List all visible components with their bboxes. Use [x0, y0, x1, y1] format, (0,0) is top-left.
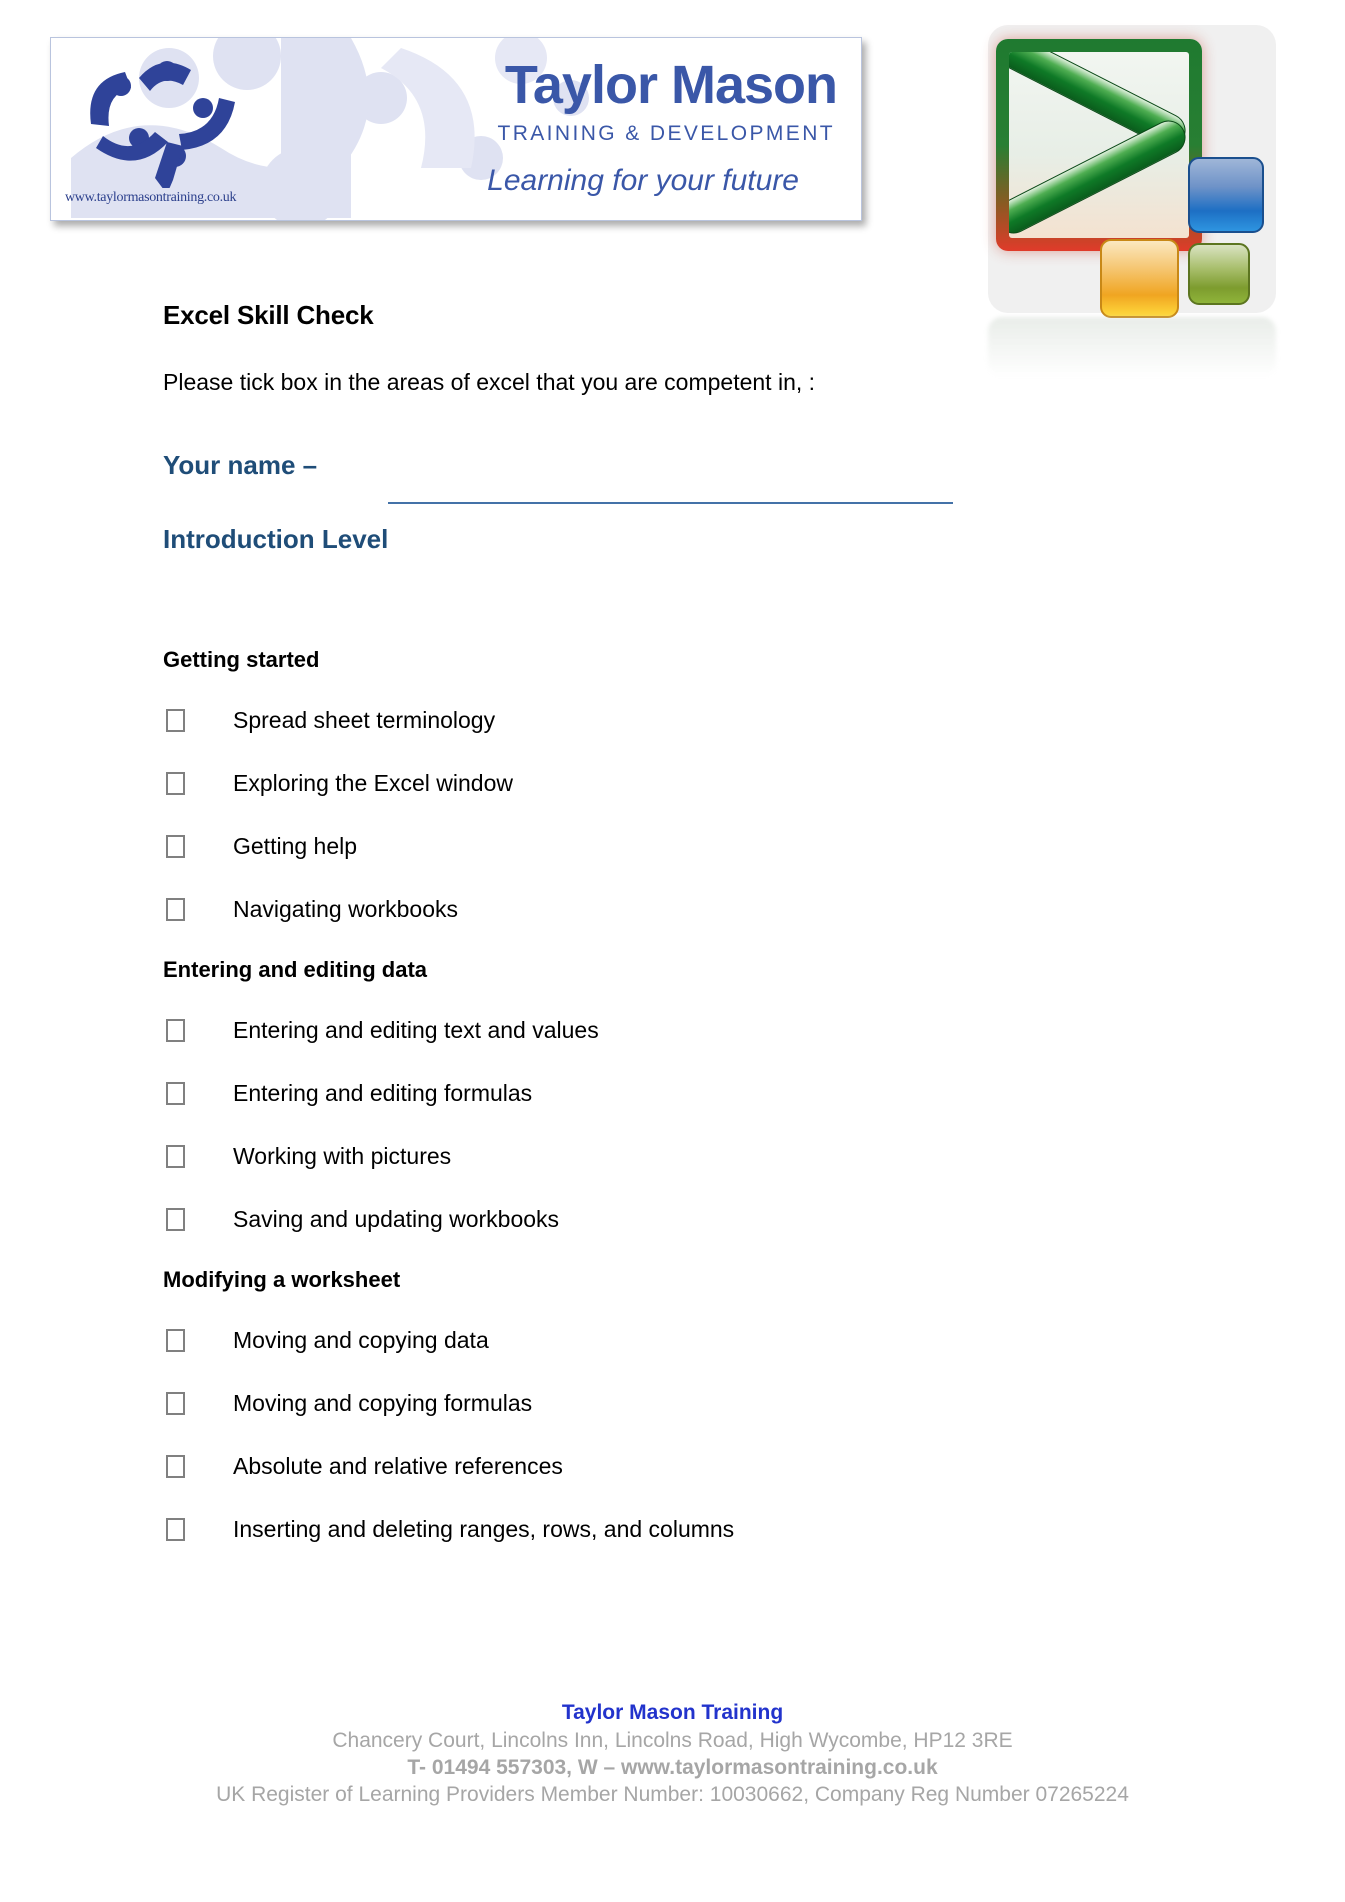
checklist-item-label: Getting help [233, 832, 358, 859]
footer-registration: UK Register of Learning Providers Member Number: 10030662, Company Reg Number 07265224 [216, 1783, 1129, 1806]
section-entering-and-editing-data [163, 957, 1183, 1234]
checklist-item[interactable] [163, 705, 1183, 735]
excel-blue-square [1188, 157, 1264, 233]
banner-logo-area [51, 38, 301, 220]
name-input-line[interactable] [388, 502, 953, 504]
checkbox[interactable] [166, 1455, 185, 1478]
checklist-item-label: Spread sheet terminology [233, 706, 496, 733]
footer-contact: T- 01494 557303, W – www.taylormasontraining.co.uk [407, 1756, 938, 1779]
section-getting-started [163, 647, 1183, 924]
excel-icon-card [988, 25, 1276, 313]
excel-x-tile-inner [1009, 52, 1189, 238]
checklist-item-label: Entering and editing formulas [233, 1079, 533, 1106]
checkbox[interactable] [166, 1145, 185, 1168]
brand-subtitle: TRAINING & DEVELOPMENT [497, 122, 835, 145]
checklist-item[interactable] [163, 1204, 1183, 1234]
checklist-item-label: Moving and copying formulas [233, 1389, 533, 1416]
checklist-item[interactable] [163, 1141, 1183, 1171]
checkbox[interactable] [166, 835, 185, 858]
checkbox[interactable] [166, 898, 185, 921]
footer-company-name: Taylor Mason Training [561, 1701, 784, 1724]
banner-website-url: www.taylormasontraining.co.uk [65, 190, 237, 205]
instruction-text: Please tick box in the areas of excel that you are competent in, : [163, 369, 816, 395]
checklist-item-label: Working with pictures [233, 1142, 452, 1169]
brand-name: Taylor Mason [504, 55, 837, 115]
checklist-item[interactable] [163, 1078, 1183, 1108]
checkbox[interactable] [166, 1392, 185, 1415]
section-modifying-a-worksheet [163, 1267, 1183, 1544]
excel-x-tile [996, 39, 1202, 251]
checklist-item[interactable] [163, 1325, 1183, 1355]
checklist-item-label: Exploring the Excel window [233, 769, 513, 796]
checkbox[interactable] [166, 1329, 185, 1352]
page-footer [0, 1701, 1345, 1807]
checkbox[interactable] [166, 772, 185, 795]
section-heading: Getting started [163, 647, 320, 672]
checklist-item-label: Absolute and relative references [233, 1452, 563, 1479]
excel-x-stroke-lower [1009, 115, 1189, 238]
checklist-item-label: Inserting and deleting ranges, rows, and columns [233, 1515, 735, 1542]
document-body [163, 300, 1183, 1577]
page-title: Excel Skill Check [163, 300, 374, 330]
checklist-item[interactable] [163, 1015, 1183, 1045]
checkbox[interactable] [166, 1208, 185, 1231]
checklist-item-label: Saving and updating workbooks [233, 1205, 560, 1232]
checkbox[interactable] [166, 1518, 185, 1541]
checklist-item-label: Entering and editing text and values [233, 1016, 599, 1043]
checklist-item[interactable] [163, 1451, 1183, 1481]
brand-tagline: Learning for your future [487, 164, 799, 197]
level-title: Introduction Level [163, 524, 389, 554]
checklist-item-label: Navigating workbooks [233, 895, 459, 922]
checklist-item-label: Moving and copying data [233, 1326, 489, 1353]
banner-brand-text [301, 38, 847, 220]
checklist-item[interactable] [163, 831, 1183, 861]
checklist-item[interactable] [163, 768, 1183, 798]
footer-address: Chancery Court, Lincolns Inn, Lincolns Road, High Wycombe, HP12 3RE [332, 1729, 1013, 1752]
section-heading: Entering and editing data [163, 957, 428, 982]
checkbox[interactable] [166, 1082, 185, 1105]
checkbox[interactable] [166, 709, 185, 732]
name-label: Your name – [163, 450, 318, 480]
checklist-item[interactable] [163, 1388, 1183, 1418]
checkbox[interactable] [166, 1019, 185, 1042]
name-field-row [163, 450, 1183, 512]
excel-green-square [1188, 243, 1250, 305]
people-burst-logo-icon [51, 38, 301, 188]
checklist-item[interactable] [163, 1514, 1183, 1544]
taylor-mason-banner [50, 37, 862, 221]
checklist-item[interactable] [163, 894, 1183, 924]
section-heading: Modifying a worksheet [163, 1267, 401, 1292]
